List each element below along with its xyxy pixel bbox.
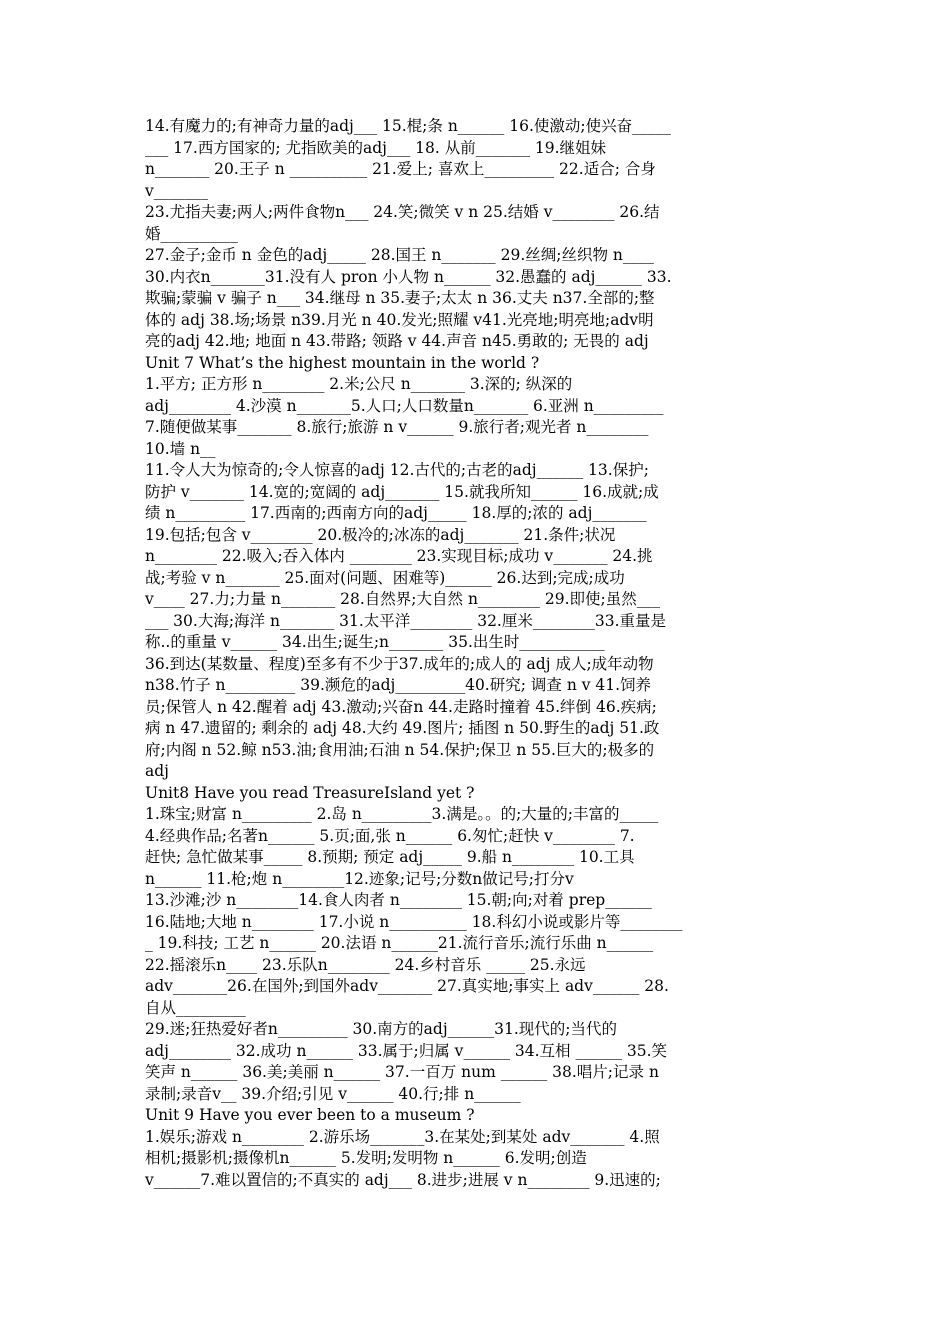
text-line: adj________ 32.成功 n______ 33.属于;归属 v______ 34.互相 ______ 35.笑 <box>145 1041 668 1060</box>
text-line: 府;内阁 n 52.鲸 n53.油;食用油;石油 n 54.保护;保卫 n 55.巨大的;极多的 <box>145 740 655 759</box>
text-line: 19.包括;包含 v________ 20.极冷的;冰冻的adj_______ 21.条件;状况 <box>145 525 616 544</box>
text-line: 36.到达(某数量、程度)至多有不少于37.成年的;成人的 adj 成人;成年动物 <box>145 654 654 673</box>
text-line: v____ 27.力;力量 n_______ 28.自然界;大自然 n________ 29.即使;虽然___ <box>145 590 660 608</box>
text-line: ___ 17.西方国家的; 尤指欧美的adj___ 18. 从前_______ 19.继姐妹 <box>145 138 607 157</box>
text-line: 11.令人大为惊奇的;令人惊喜的adj 12.古代的;古老的adj______ 13.保护; <box>145 461 649 479</box>
text-line: 相机;摄影机;摄像机n______ 5.发明;发明物 n______ 6.发明;创造 <box>145 1149 587 1167</box>
text-line: 战;考验 v n_______ 25.面对(问题、困难等)______ 26.达到;完成;成功 <box>145 568 625 587</box>
text-line: 4.经典作品;名著n______ 5.页;面,张 n______ 6.匆忙;赶快 v________ 7. <box>145 826 635 845</box>
text-line: 绩 n_________ 17.西南的;西南方向的adj_____ 18.厚的;浓的 adj_______ <box>145 504 647 522</box>
text-line: 称..的重量 v______ 34.出生;诞生;n_______ 35.出生时___________ <box>145 633 605 651</box>
text-line: n_______ 20.王子 n __________ 21.爱上; 喜欢上_________ 22.适合; 合身 <box>145 160 656 178</box>
text-line: adj________ 4.沙漠 n_______5.人口;人口数量n_______ 6.亚洲 n_________ <box>145 396 664 415</box>
text-line: 1.平方; 正方形 n________ 2.米;公尺 n_______ 3.深的; 纵深的 <box>145 375 573 393</box>
text-line: n________ 22.吸入;吞入体内 ________ 23.实现目标;成功 v_______ 24.挑 <box>145 547 653 565</box>
text-line: 员;保管人 n 42.醒着 adj 43.激动;兴奋n 44.走路时撞着 45.绊倒 46.疾病; <box>145 697 657 716</box>
text-line: Unit 7 What’s the highest mountain in the world ? <box>145 353 540 372</box>
text-line: 病 n 47.遗留的; 剩余的 adj 48.大约 49.图片; 插图 n 50.野生的adj 51.政 <box>145 719 660 737</box>
text-line: 14.有魔力的;有神奇力量的adj___ 15.棍;条 n______ 16.使激动;使兴奋_____ <box>145 117 671 135</box>
text-line: 30.内衣n_______31.没有人 pron 小人物 n______ 32.愚蠢的 adj______ 33. <box>145 267 672 286</box>
text-line: 1.娱乐;游戏 n________ 2.游乐场_______3.在某处;到某处 adv_______ 4.照 <box>145 1127 660 1146</box>
text-line: 体的 adj 38.场;场景 n39.月光 n 40.发光;照耀 v41.光亮地;明亮地;adv明 <box>145 310 654 329</box>
text-line: 欺骗;蒙骗 v 骗子 n___ 34.继母 n 35.妻子;太太 n 36.丈夫 n37.全部的;整 <box>145 289 655 307</box>
text-line: 13.沙滩;沙 n________14.食人肉者 n________ 15.朝;向;对着 prep______ <box>145 891 652 909</box>
text-line: 防护 v_______ 14.宽的;宽阔的 adj_______ 15.就我所知______ 16.成就;成 <box>145 482 659 501</box>
text-line: 16.陆地;大地 n________ 17.小说 n__________ 18.科幻小说或影片等________ <box>145 912 683 931</box>
text-line: 婚__________ <box>145 224 239 243</box>
text-line: 22.摇滚乐n____ 23.乐队n________ 24.乡村音乐 _____ 25.永远 <box>145 955 586 974</box>
text-line: n38.竹子 n_________ 39.濒危的adj_________40.研究; 调查 n v 41.饲养 <box>145 676 652 694</box>
text-line: 录制;录音v__ 39.介绍;引见 v______ 40.行;排 n______ <box>145 1084 521 1103</box>
text-line: n______ 11.枪;炮 n________12.迹象;记号;分数n做记号;打分v <box>145 869 574 888</box>
text-line: 10.墙 n__ <box>145 439 216 458</box>
text-line: 亮的adj 42.地; 地面 n 43.带路; 领路 v 44.声音 n45.勇敢的; 无畏的 adj <box>145 332 649 350</box>
text-line: Unit 9 Have you ever been to a museum ? <box>145 1106 475 1124</box>
text-line: 27.金子;金币 n 金色的adj_____ 28.国王 n_______ 29.丝绸;丝织物 n____ <box>145 246 654 264</box>
text-line: v_______ <box>145 181 209 200</box>
text-line: 7.随便做某事_______ 8.旅行;旅游 n v______ 9.旅行者;观光者 n________ <box>145 418 649 436</box>
text-line: adj <box>145 762 169 780</box>
text-line: 29.迷;狂热爱好者n_________ 30.南方的adj______31.现代的;当代的 <box>145 1020 618 1038</box>
text-line: Unit8 Have you read TreasureIsland yet ? <box>145 783 475 802</box>
text-line: 笑声 n______ 36.美;美丽 n______ 37.一百万 num ______ 38.唱片;记录 n <box>145 1063 659 1081</box>
text-line: adv_______26.在国外;到国外adv_______ 27.真实地;事实上 adv______ 28. <box>145 977 669 995</box>
document-page <box>145 116 813 1191</box>
text-line: 赶快; 急忙做某事_____ 8.预期; 预定 adj_____ 9.船 n________ 10.工具 <box>145 848 635 866</box>
text-line: ___ 30.大海;海洋 n_______ 31.太平洋________ 32.厘米________33.重量是 <box>145 611 667 630</box>
text-line: 23.尤指夫妻;两人;两件食物n___ 24.笑;微笑 v n 25.结婚 v________ 26.结 <box>145 203 660 221</box>
text-line: 1.珠宝;财富 n_________ 2.岛 n_________3.满是。。的;大量的;丰富的_____ <box>145 805 659 823</box>
text-line: _ 19.科技; 工艺 n______ 20.法语 n______21.流行音乐;流行乐曲 n______ <box>145 934 654 952</box>
text-line: 自从_________ <box>145 998 246 1017</box>
text-line: v______7.难以置信的;不真实的 adj___ 8.进步;进展 v n________ 9.迅速的; <box>145 1170 661 1189</box>
